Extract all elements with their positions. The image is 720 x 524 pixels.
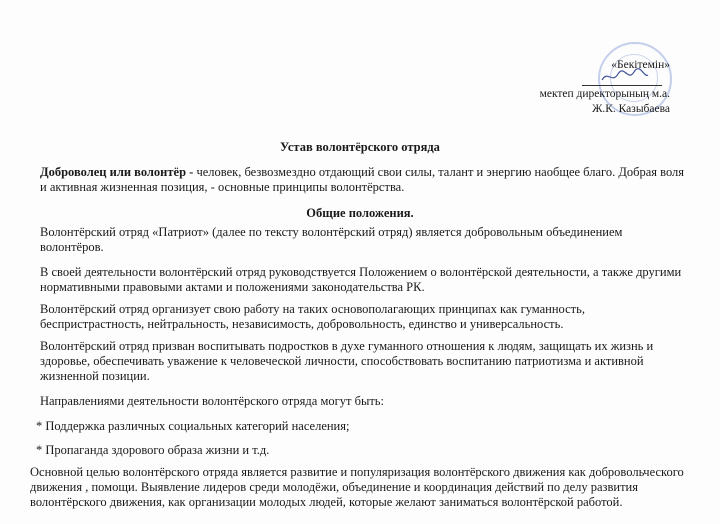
paragraph-2-line-2: нормативными правовыми актами и положениями законодательства РК.	[40, 280, 425, 294]
paragraph-5	[40, 394, 700, 409]
approval-line-2: мектеп директорының м.а.	[539, 88, 670, 100]
paragraph-4-line-3: жизненной позиции.	[40, 369, 150, 383]
paragraph-1-line-1: Волонтёрский отряд «Патриот» (далее по тексту волонтёрский отряд) является добровольным объединением	[40, 225, 623, 239]
paragraph-5-line-1: Направлениями деятельности волонтёрского отряда могут быть:	[40, 394, 384, 408]
section-title: Общие положения.	[306, 206, 414, 220]
list-item-1-text: * Поддержка различных социальных категорий населения;	[36, 419, 350, 433]
paragraph-1-line-2: волонтёров.	[40, 240, 104, 254]
paragraph-3-line-2: беспристрастность, нейтральность, независимость, добровольность, единство и универсальность.	[40, 317, 564, 331]
approval-block	[470, 58, 670, 117]
paragraph-3	[40, 302, 700, 332]
paragraph-4-line-2: здоровье, обеспечивать уважение к человеческой личности, способствовать воспитанию патриотизма и активной	[40, 354, 644, 368]
approval-line-1: «Бекітемін»	[611, 59, 670, 71]
definition-text-1: человек, безвозмездно отдающий свои силы, талант и энергию наобщее благо. Добрая воля	[193, 165, 685, 179]
paragraph-4-line-1: Волонтёрский отряд призван воспитывать подростков в духе гуманного отношения к людям, защищать их жизнь и	[40, 339, 654, 353]
definition-text-2: и активная жизненная позиция, - основные принципы волонтёрства.	[40, 180, 405, 194]
paragraph-4	[40, 339, 700, 384]
document-title: Устав волонтёрского отряда	[280, 140, 440, 154]
list-item-1	[36, 419, 696, 434]
paragraph-6	[30, 465, 718, 510]
paragraph-1	[40, 225, 700, 255]
paragraph-6-line-3: волонтёрского движения, как организации молодых людей, которые желают заниматься волонтёрской работой.	[30, 495, 623, 509]
signature-line	[582, 75, 662, 86]
paragraph-3-line-1: Волонтёрский отряд организует свою работу на таких основополагающих принципах как гуманность,	[40, 302, 585, 316]
approval-line-3: Ж.К. Казыбаева	[592, 103, 670, 115]
list-item-2	[36, 443, 696, 458]
list-item-2-text: * Пропаганда здорового образа жизни и т.д.	[36, 443, 270, 457]
paragraph-6-line-1: Основной целью волонтёрского отряда является развитие и популяризация волонтёрского движения как добровольческого	[30, 465, 684, 479]
paragraph-2-line-1: В своей деятельности волонтёрский отряд руководствуется Положением о волонтёрской деятельности, а также другими	[40, 265, 682, 279]
definition-term: Доброволец или волонтёр -	[40, 165, 194, 179]
definition-paragraph	[40, 165, 690, 195]
paragraph-6-line-2: движения , помощи. Выявление лидеров среди молодёжи, объединение и координация действий по делу развития	[30, 480, 638, 494]
paragraph-2	[40, 265, 710, 295]
